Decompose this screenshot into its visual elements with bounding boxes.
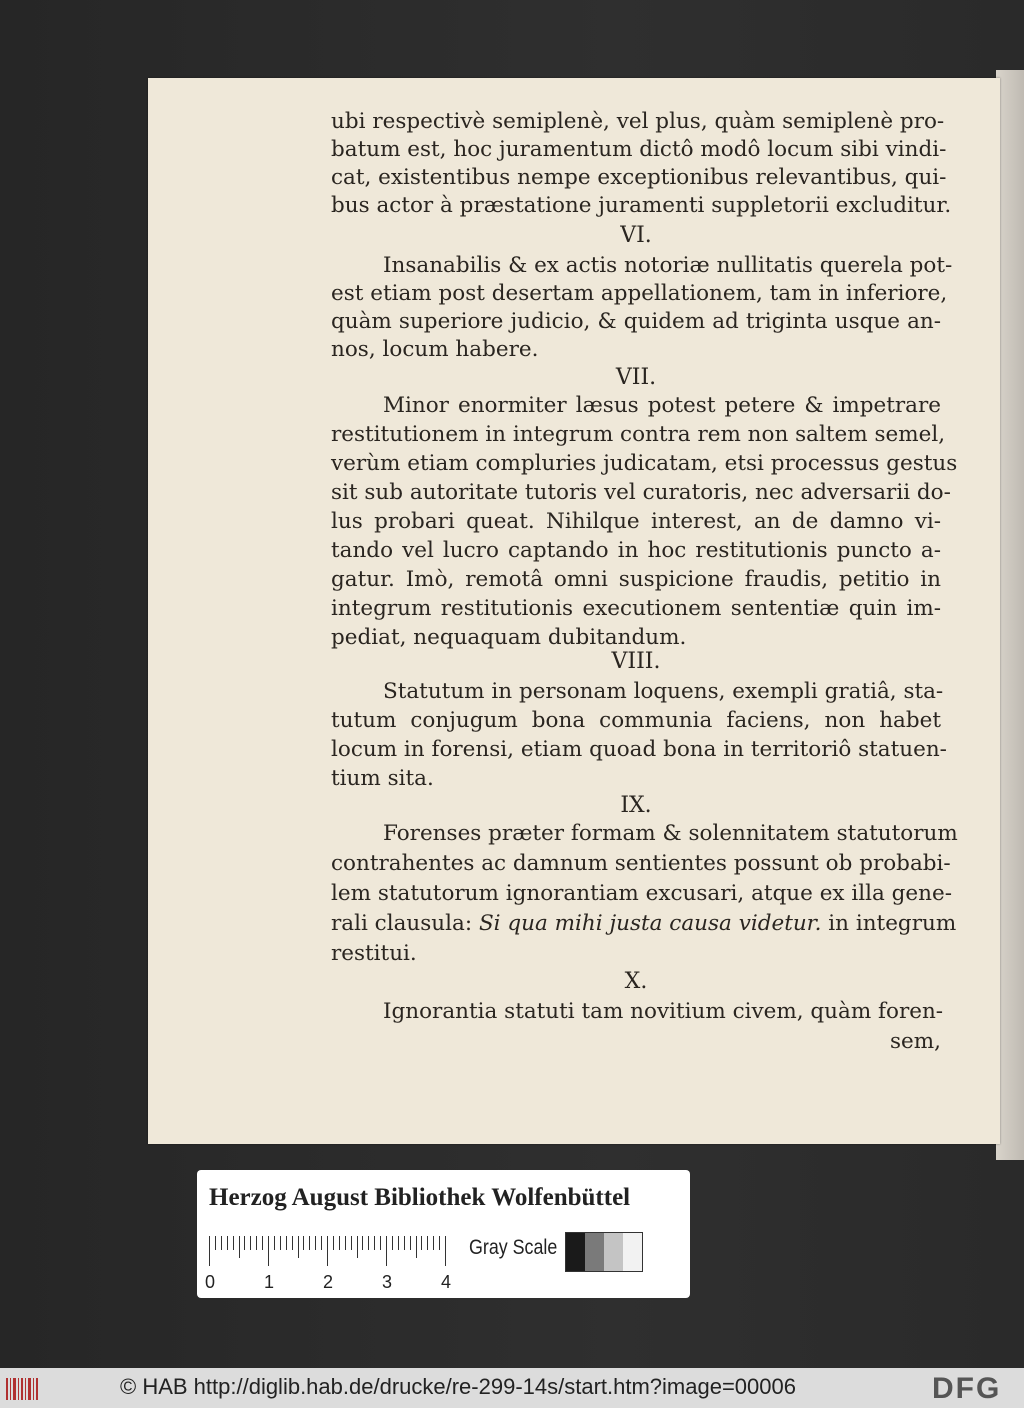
section-heading: VII.: [615, 365, 657, 390]
gray-scale-swatches: [565, 1232, 643, 1272]
ruler-number: 1: [264, 1272, 275, 1292]
text-line: locum in forensi, etiam quoad bona in territoriô statuen-: [331, 737, 947, 762]
ruler-number: 0: [205, 1272, 216, 1292]
ruler-tick: [374, 1236, 375, 1250]
ruler-tick: [244, 1236, 245, 1250]
text-line: quàm superiore judicio, & quidem ad triginta usque an-: [331, 309, 941, 334]
next-page-edge: [996, 70, 1024, 1160]
ruler-tick: [368, 1236, 369, 1250]
text-line: Statutum in personam loquens, exempli gratiâ, sta-: [383, 679, 944, 704]
gray-swatch: [623, 1233, 642, 1271]
ruler-tick: [392, 1236, 393, 1250]
ruler-tick: [315, 1236, 316, 1250]
section-heading: VIII.: [611, 649, 661, 674]
gray-swatch: [585, 1233, 604, 1271]
text-line: sit sub autoritate tutoris vel curatoris, nec adversarii do-: [331, 480, 951, 505]
section-heading: IX.: [620, 793, 652, 818]
text-line: restitui.: [331, 941, 417, 966]
ruler-tick: [357, 1236, 358, 1258]
text-line: lus probari queat. Nihilque interest, an de damno vi-: [331, 509, 941, 534]
ruler-tick: [250, 1236, 251, 1250]
ruler-tick: [274, 1236, 275, 1250]
text-line: nos, locum habere.: [331, 337, 539, 362]
ruler-tick: [303, 1236, 304, 1250]
ruler-tick: [233, 1236, 234, 1250]
text-line: Ignorantia statuti tam novitium civem, quàm foren-: [383, 999, 944, 1024]
ruler-tick: [262, 1236, 263, 1250]
section-heading: VI.: [620, 223, 652, 248]
ruler-tick: [410, 1236, 411, 1250]
text-line: cat, existentibus nempe exceptionibus relevantibus, qui-: [331, 165, 947, 190]
gray-swatch: [604, 1233, 623, 1271]
text-line: contrahentes ac damnum sentientes possunt ob probabi-: [331, 851, 951, 876]
ruler-tick: [416, 1236, 417, 1258]
text-line: bus actor à præstatione juramenti suppletorii excluditur.: [331, 193, 952, 218]
ruler-number: 4: [441, 1272, 452, 1292]
clause-italic: Si qua mihi justa causa videtur.: [478, 911, 822, 936]
ruler-tick: [386, 1236, 387, 1266]
footer-copyright-link[interactable]: © HAB http://diglib.hab.de/drucke/re-299-14s/start.htm?image=00006: [120, 1374, 796, 1399]
section-heading: X.: [624, 969, 648, 994]
ruler-number: 2: [323, 1272, 334, 1292]
dfg-logo: DFG: [932, 1372, 1002, 1405]
gray-swatch: [566, 1233, 585, 1271]
ruler-tick: [445, 1236, 446, 1266]
ruler-tick: [439, 1236, 440, 1250]
ruler-tick: [298, 1236, 299, 1258]
hab-barcode-logo-icon[interactable]: [6, 1376, 38, 1402]
ruler-tick: [427, 1236, 428, 1250]
ruler-tick: [339, 1236, 340, 1250]
ruler-tick: [327, 1236, 328, 1266]
ruler-tick: [209, 1236, 210, 1266]
ruler-tick: [268, 1236, 269, 1266]
text-line: tium sita.: [331, 766, 434, 791]
ruler-tick: [433, 1236, 434, 1250]
footer-bar: [0, 1368, 1024, 1408]
ruler-tick: [404, 1236, 405, 1250]
ruler-tick: [362, 1236, 363, 1250]
text-line: pediat, nequaquam dubitandum.: [331, 625, 687, 650]
gray-scale-label: Gray Scale: [469, 1236, 558, 1259]
clause-line: [331, 910, 957, 938]
text-line: tando vel lucro captando in hoc restitutionis puncto a-: [331, 538, 941, 563]
ruler-card: [197, 1170, 690, 1298]
ruler-tick: [321, 1236, 322, 1250]
ruler-number: 3: [382, 1272, 393, 1292]
ruler-tick: [256, 1236, 257, 1250]
ruler-tick: [345, 1236, 346, 1250]
ruler-tick: [286, 1236, 287, 1250]
ruler-numbers: [205, 1272, 465, 1292]
ruler-tick: [351, 1236, 352, 1250]
ruler-tick: [398, 1236, 399, 1250]
text-line: Forenses præter formam & solennitatem statutorum: [383, 821, 958, 846]
ruler-tick: [380, 1236, 381, 1250]
ruler-tick: [309, 1236, 310, 1250]
ruler-card-title: Herzog August Bibliothek Wolfenbüttel: [209, 1184, 631, 1211]
clause-before: rali clausula:: [331, 911, 473, 936]
text-line: batum est, hoc juramentum dictô modô locum sibi vindi-: [331, 137, 947, 162]
ruler-tick: [292, 1236, 293, 1250]
ruler-tick: [421, 1236, 422, 1250]
text-line: lem statutorum ignorantiam excusari, atque ex illa gene-: [331, 881, 952, 906]
ruler-tick: [221, 1236, 222, 1250]
text-line: restitutionem in integrum contra rem non saltem semel,: [331, 422, 946, 447]
ruler-tick: [215, 1236, 216, 1250]
text-line: Minor enormiter læsus potest petere & impetrare: [383, 393, 941, 418]
ruler-tick: [227, 1236, 228, 1250]
text-line: integrum restitutionis executionem sententiæ quin im-: [331, 596, 941, 621]
text-line: verùm etiam compluries judicatam, etsi processus gestus: [331, 451, 958, 476]
text-line: Insanabilis & ex actis notoriæ nullitatis querela pot-: [383, 253, 953, 278]
ruler-tick: [280, 1236, 281, 1250]
ruler-tick: [239, 1236, 240, 1258]
text-line: gatur. Imò, remotâ omni suspicione fraudis, petitio in: [331, 567, 941, 592]
text-line: tutum conjugum bona communia faciens, non habet: [331, 708, 941, 733]
ruler-ticks: [209, 1236, 459, 1266]
clause-after: in integrum: [828, 911, 957, 936]
text-line: ubi respectivè semiplenè, vel plus, quàm semiplenè pro-: [331, 109, 945, 134]
text-line: est etiam post desertam appellationem, tam in inferiore,: [331, 281, 948, 306]
ruler-tick: [333, 1236, 334, 1250]
catchword: sem,: [890, 1029, 941, 1054]
